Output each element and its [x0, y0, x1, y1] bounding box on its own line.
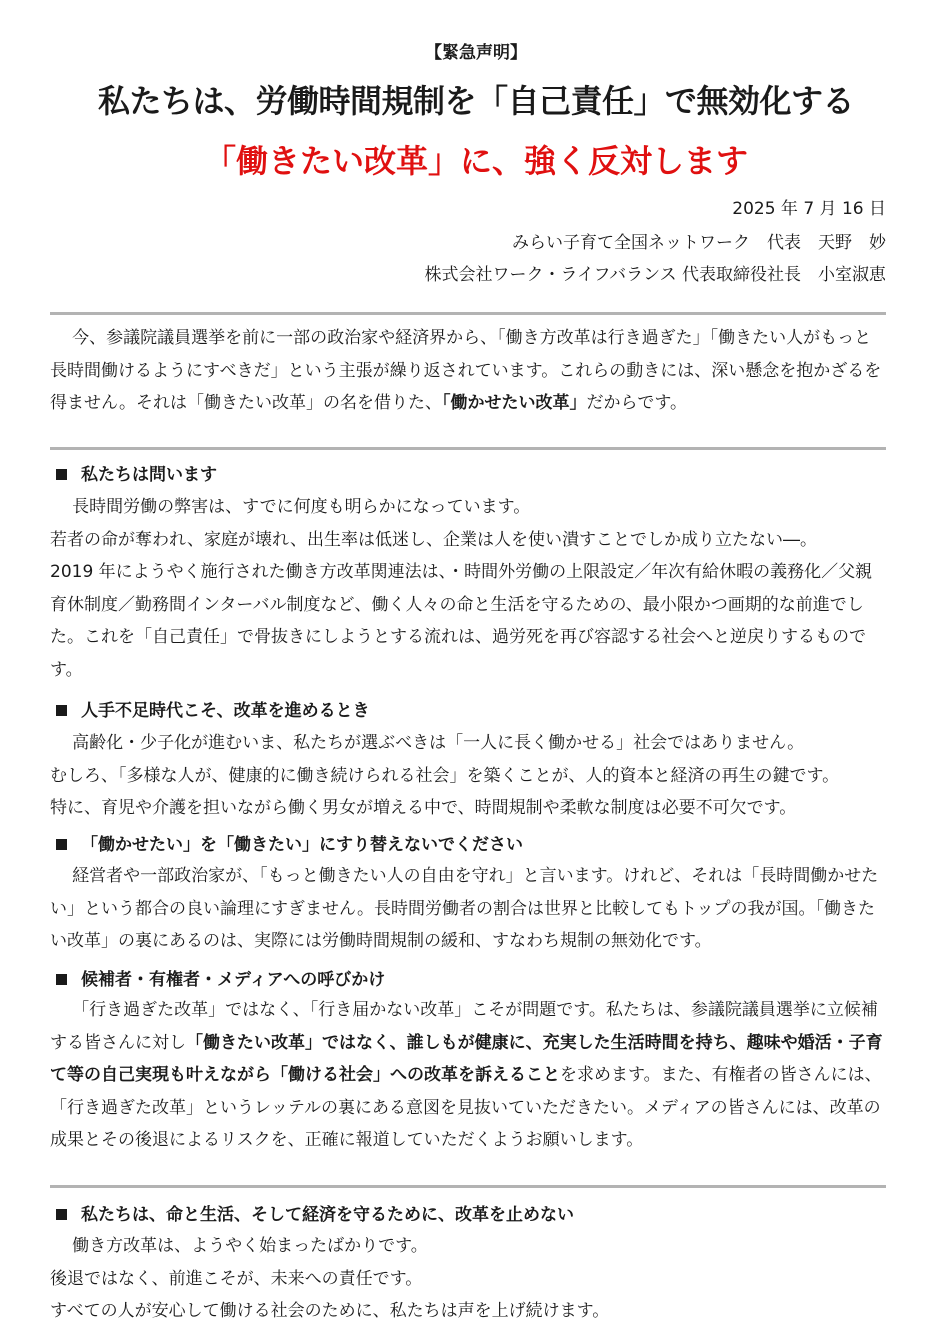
- square-bullet-icon: [56, 469, 67, 480]
- section-4-emphasis: 「働きたい改革」ではなく、誰しもが健康に、充実した生活時間を持ち、趣味や婚活・子育て等の自己実現も叶えながら「働ける社会」への改革を訴えること: [50, 1032, 883, 1085]
- square-bullet-icon: [56, 1209, 67, 1220]
- section-heading-3: 「働かせたい」を「働きたい」にすり替えないでください: [50, 830, 886, 855]
- title-line-2: 「働きたい改革」に、強く反対します: [203, 142, 748, 180]
- section-heading-2: 人手不足時代こそ、改革を進めるとき: [50, 696, 886, 721]
- section-2-body: 高齢化・少子化が進むいま、私たちが選ぶべきは「一人に長く働かせる」社会ではありません。 むしろ、「多様な人が、健康的に働き続けられる社会」を築くことが、人的資本と経済の再生の鍵です。 特に、育児や介護を担いながら働く男女が増える中で、時間規制や柔軟な制度は必要不可欠です。: [50, 733, 840, 818]
- section-5-body: 働き方改革は、ようやく始まったばかりです。 後退ではなく、前進こそが、未来への責任です。 すべての人が安心して働ける社会のために、私たちは声を上げ続けます。: [50, 1236, 610, 1321]
- title-line-1: 私たちは、労働時間規制を「自己責任」で無効化する: [97, 82, 854, 120]
- intro-paragraph: 今、参議院議員選挙を前に一部の政治家や経済界から、「働き方改革は行き過ぎた」「働きたい人がもっと長時間働けるようにすべきだ」という主張が繰り返されています。これらの動きには、深い懸念を抱かざるを得ません。それは「働きたい改革」の名を借りた、「働かせたい改革」だからです。: [50, 328, 882, 413]
- section-heading-5: 私たちは、命と生活、そして経済を守るために、改革を止めない: [50, 1200, 886, 1225]
- divider: [50, 312, 886, 315]
- square-bullet-icon: [56, 839, 67, 850]
- document-label: 【緊急声明】: [425, 43, 527, 63]
- divider: [50, 447, 886, 450]
- section-heading-4: 候補者・有権者・メディアへの呼びかけ: [50, 965, 886, 990]
- section-3-body: 経営者や一部政治家が、「もっと働きたい人の自由を守れ」と言います。けれど、それは「長時間働かせたい」という都合の良い論理にすぎません。長時間労働者の割合は世界と比較してもトップの我が国。「働きたい改革」の裏にあるのは、実際には労働時間規制の緩和、すなわち規制の無効化です。: [50, 866, 879, 951]
- intro-emphasis: 「働かせたい改革」: [442, 393, 587, 413]
- section-4-body: 「行き過ぎた改革」ではなく、「行き届かない改革」こそが問題です。私たちは、参議院議員選挙に立候補する皆さんに対し「働きたい改革」ではなく、誰しもが健康に、充実した生活時間を持ち、趣味や婚活・子育て等の自己実現も叶えながら「働ける社会」への改革を訴えることを求めます。また、有権者の皆さんには、「行き過ぎた改革」というレッテルの裏にある意図を見抜いていただきたい。メディアの皆さんには、改革の成果とその後退によるリスクを、正確に報道していただくようお願いします。: [50, 1000, 883, 1150]
- signatory-1: みらい子育て全国ネットワーク 代表 天野 妙: [512, 233, 886, 253]
- statement-date: 2025 年 7 月 16 日: [732, 199, 886, 219]
- signatory-2: 株式会社ワーク・ライフバランス 代表取締役社長 小室淑恵: [424, 265, 886, 285]
- section-1-body: 長時間労働の弊害は、すでに何度も明らかになっています。 若者の命が奪われ、家庭が壊れ、出生率は低迷し、企業は人を使い潰すことでしか成り立たない―。 2019 年にようやく施行された働き方改革関連法は、・時間外労働の上限設定／年次有給休暇の義務化／父親育休制度／勤務間インターバル制度など、働く人々の命と生活を守るための、最小限かつ画期的な前進でした。これを「自己責任」で骨抜きにしようとする流れは、過労死を再び容認する社会へと逆戻りするものです。: [50, 497, 873, 680]
- square-bullet-icon: [56, 974, 67, 985]
- divider: [50, 1185, 886, 1188]
- section-heading-1: 私たちは問います: [50, 460, 886, 485]
- square-bullet-icon: [56, 705, 67, 716]
